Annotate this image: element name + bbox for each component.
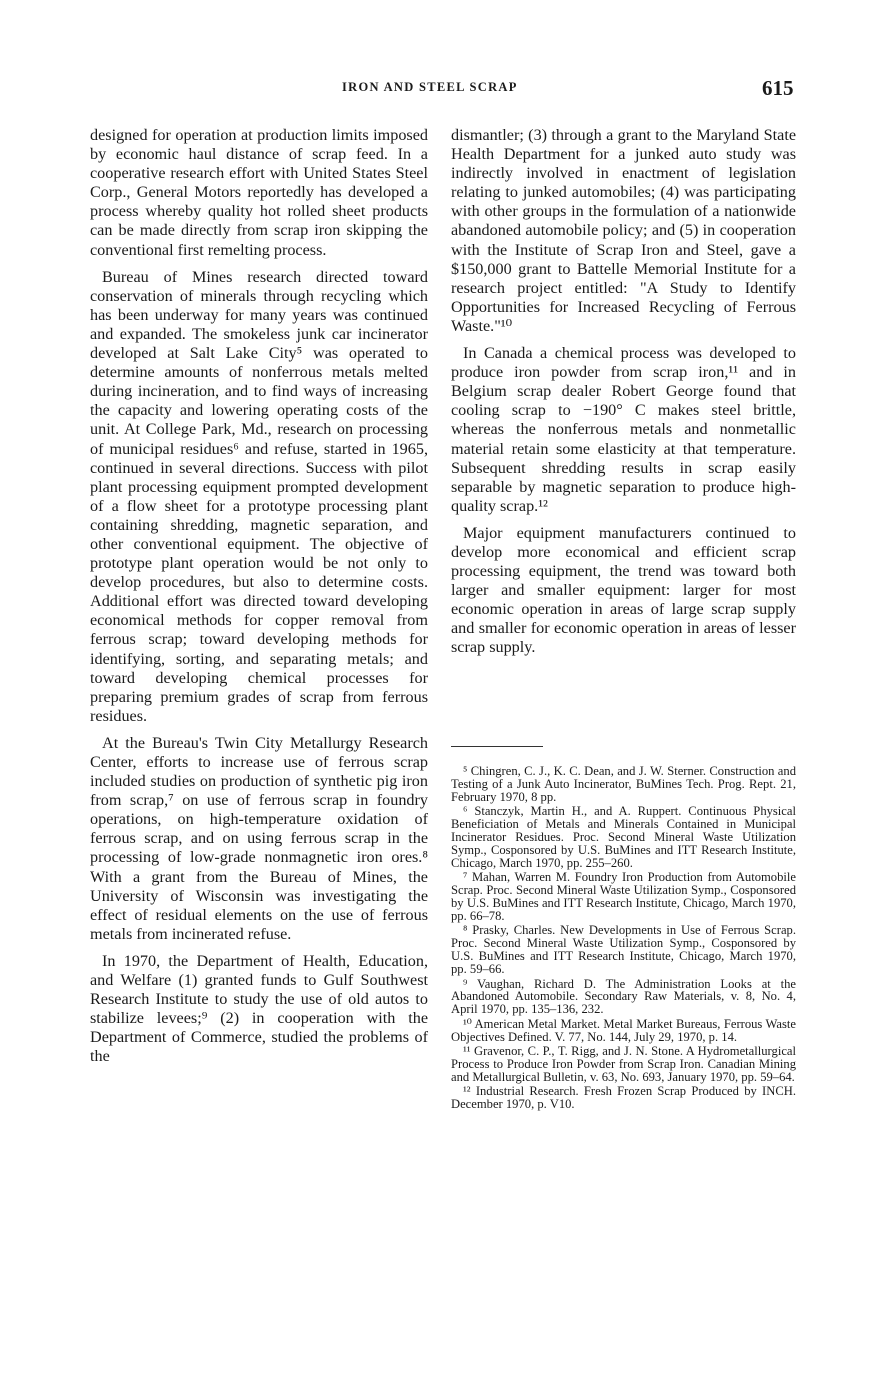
- right-column: [451, 126, 796, 666]
- paragraph: At the Bureau's Twin City Metallurgy Research Center, efforts to increase use of ferrous scrap included studies on production of synthetic pig iron from scrap,⁷ on use of ferrous scrap in foundry operations, on high-temperature oxidation of ferrous scrap, and on using ferrous scrap in the processing of low-grade nonmagnetic iron ores.⁸ With a grant from the Bureau of Mines, the University of Wisconsin was investigating the effect of residual elements on the use of ferrous metals from incinerated refuse.: [90, 733, 428, 943]
- paragraph: designed for operation at production limits imposed by economic haul distance of scrap feed. In a cooperative research effort with United States Steel Corp., General Motors reportedly has developed a process whereby quality hot rolled sheet products can be made directly from scrap iron skipping the conventional first remelting process.: [90, 126, 428, 259]
- paragraph: Bureau of Mines research directed toward conservation of minerals through recycling which has been underway for many years was continued and expanded. The smokeless junk car incinerator developed at Salt Lake City⁵ was operated to determine amounts of nonferrous metals melted during incineration, and to find ways of increasing the capacity and lowering operating costs of the unit. At College Park, Md., research on processing of municipal residues⁶ and refuse, started in 1965, continued in several directions. Success with pilot plant processing equipment prompted development of a flow sheet for a prototype processing plant containing shredding, magnetic separation, and other conventional equipment. The objective of prototype plant operation would be not only to develop procedures, but also to determine costs. Additional effort was directed toward developing economical methods for copper removal from ferrous scrap; toward developing methods for identifying, sorting, and separating metals; and toward developing chemical processes for preparing premium grades of scrap from ferrous residues.: [90, 267, 428, 725]
- footnote: ⁹ Vaughan, Richard D. The Administration Looks at the Abandoned Automobile. Secondary Raw Materials, v. 8, No. 4, April 1970, pp. 135–136, 232.: [451, 976, 796, 1017]
- footnote-rule: [451, 746, 543, 747]
- footnotes: [451, 765, 796, 1113]
- page-number: 615: [762, 76, 794, 100]
- paragraph: Major equipment manufacturers continued to develop more economical and efficient scrap processing equipment, the trend was toward both larger and smaller equipment: larger for most economic operation in areas of large scrap supply and smaller for economic operation in areas of lesser scrap supply.: [451, 523, 796, 657]
- running-head: [0, 78, 871, 102]
- left-column: [90, 126, 428, 1075]
- footnote: ⁵ Chingren, C. J., K. C. Dean, and J. W. Sterner. Construction and Testing of a Junk Auto Incinerator, BuMines Tech. Prog. Rept. 21, February 1970, 8 pp.: [451, 764, 796, 804]
- footnote: ⁶ Stanczyk, Martin H., and A. Ruppert. Continuous Physical Beneficiation of Metals and Minerals Contained in Municipal Incinerator Residues. Proc. Second Mineral Waste Utilization Symp., Cosponsored by U.S. BuMines and ITT Research Institute, Chicago, March 1970, pp. 255–260.: [451, 804, 796, 870]
- footnote: ⁷ Mahan, Warren M. Foundry Iron Production from Automobile Scrap. Proc. Second Mineral Waste Utilization Symp., Cosponsored by U.S. BuMines and ITT Research Institute, Chicago, March 1970, pp. 66–78.: [451, 870, 796, 923]
- paragraph: In 1970, the Department of Health, Education, and Welfare (1) granted funds to Gulf Southwest Research Institute to study the use of old autos to stabilize levees;⁹ (2) in cooperation with the Department of Commerce, studied the problems of the: [90, 951, 428, 1066]
- paragraph: dismantler; (3) through a grant to the Maryland State Health Department for a junked auto study was indirectly involved in enactment of legislation relating to junked automobiles; (4) was participating with other groups in the formulation of a nationwide abandoned automobile policy; and (5) in cooperation with the Institute of Scrap Iron and Steel, gave a $150,000 grant to Battelle Memorial Institute for a research project entitled: "A Study to Identify Opportunities for Increased Recycling of Ferrous Waste."¹⁰: [451, 126, 796, 335]
- running-title: IRON AND STEEL SCRAP: [342, 80, 518, 94]
- footnote: ¹² Industrial Research. Fresh Frozen Scrap Produced by INCH. December 1970, p. V10.: [451, 1084, 796, 1112]
- footnote: ⁸ Prasky, Charles. New Developments in Use of Ferrous Scrap. Proc. Second Mineral Waste Utilization Symp., Cosponsored by U.S. BuMines and ITT Research Institute, Chicago, March 1970, pp. 59–66.: [451, 923, 796, 977]
- footnote: ¹⁰ American Metal Market. Metal Market Bureaus, Ferrous Waste Objectives Defined. V. 77, No. 144, July 29, 1970, p. 14.: [451, 1016, 796, 1044]
- paragraph: In Canada a chemical process was developed to produce iron powder from scrap iron,¹¹ and in Belgium scrap dealer Robert George found that cooling scrap to −190° C makes steel brittle, whereas the nonferrous metals and nonmetallic material retain some elasticity at that temperature. Subsequent shredding results in scrap easily separable by magnetic separation to produce high-quality scrap.¹²: [451, 344, 796, 515]
- footnote: ¹¹ Gravenor, C. P., T. Rigg, and J. N. Stone. A Hydrometallurgical Process to Produce Iron Powder from Scrap Iron. Canadian Mining and Metallurgical Bulletin, v. 63, No. 693, January 1970, pp. 59–64.: [451, 1044, 796, 1084]
